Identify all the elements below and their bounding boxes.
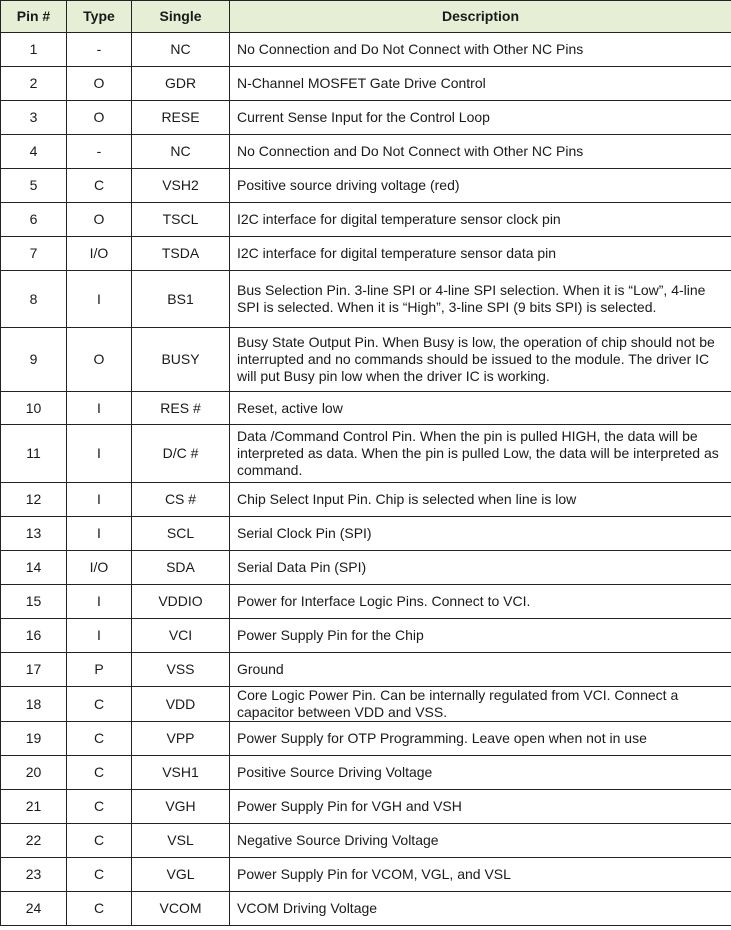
cell-single: GDR	[132, 67, 230, 101]
cell-single: TSDA	[132, 237, 230, 271]
cell-single: RESE	[132, 101, 230, 135]
cell-description: Serial Data Pin (SPI)	[230, 551, 731, 585]
cell-type: O	[67, 101, 132, 135]
cell-type: I	[67, 425, 132, 483]
cell-type: I/O	[67, 551, 132, 585]
cell-description: No Connection and Do Not Connect with Other NC Pins	[230, 135, 731, 169]
table-row	[1, 67, 731, 101]
table-header	[1, 1, 731, 33]
cell-single: VCI	[132, 619, 230, 653]
cell-single: VSS	[132, 653, 230, 687]
cell-single: VSH2	[132, 169, 230, 203]
table-row	[1, 483, 731, 517]
cell-pin: 7	[1, 237, 67, 271]
cell-description: Power Supply Pin for VGH and VSH	[230, 790, 731, 824]
cell-type: I	[67, 517, 132, 551]
cell-type: I/O	[67, 237, 132, 271]
cell-type: P	[67, 653, 132, 687]
table-row	[1, 169, 731, 203]
cell-single: TSCL	[132, 203, 230, 237]
cell-description: Chip Select Input Pin. Chip is selected when line is low	[230, 483, 731, 517]
cell-description: VCOM Driving Voltage	[230, 892, 731, 926]
table-row	[1, 425, 731, 483]
cell-single: D/C #	[132, 425, 230, 483]
cell-pin: 13	[1, 517, 67, 551]
cell-pin: 6	[1, 203, 67, 237]
cell-pin: 2	[1, 67, 67, 101]
cell-type: C	[67, 722, 132, 756]
table-row	[1, 328, 731, 392]
cell-type: O	[67, 328, 132, 392]
cell-type: C	[67, 892, 132, 926]
cell-description: Power Supply Pin for VCOM, VGL, and VSL	[230, 858, 731, 892]
table-row	[1, 101, 731, 135]
table-row	[1, 619, 731, 653]
cell-description: Power for Interface Logic Pins. Connect to VCI.	[230, 585, 731, 619]
cell-pin: 22	[1, 824, 67, 858]
cell-single: NC	[132, 135, 230, 169]
cell-type: C	[67, 858, 132, 892]
cell-single: SDA	[132, 551, 230, 585]
cell-type: C	[67, 790, 132, 824]
cell-single: CS #	[132, 483, 230, 517]
cell-pin: 20	[1, 756, 67, 790]
table-row	[1, 858, 731, 892]
cell-description: Current Sense Input for the Control Loop	[230, 101, 731, 135]
cell-type: C	[67, 756, 132, 790]
cell-type: -	[67, 33, 132, 67]
cell-description: Busy State Output Pin. When Busy is low, the operation of chip should not be interrupted and no commands should be issued to the module. The driver IC will put Busy pin low when the driver IC is working.	[230, 328, 731, 392]
cell-type: C	[67, 824, 132, 858]
cell-pin: 21	[1, 790, 67, 824]
table-row	[1, 33, 731, 67]
table-row	[1, 892, 731, 926]
table-row	[1, 237, 731, 271]
cell-pin: 24	[1, 892, 67, 926]
cell-description: Negative Source Driving Voltage	[230, 824, 731, 858]
cell-description: Serial Clock Pin (SPI)	[230, 517, 731, 551]
cell-pin: 17	[1, 653, 67, 687]
cell-single: BUSY	[132, 328, 230, 392]
table-row	[1, 585, 731, 619]
cell-type: I	[67, 619, 132, 653]
cell-type: I	[67, 271, 132, 328]
cell-description: N-Channel MOSFET Gate Drive Control	[230, 67, 731, 101]
cell-pin: 18	[1, 687, 67, 722]
cell-single: BS1	[132, 271, 230, 328]
table-row	[1, 722, 731, 756]
cell-pin: 15	[1, 585, 67, 619]
cell-pin: 23	[1, 858, 67, 892]
cell-description: Reset, active low	[230, 392, 731, 425]
table-row	[1, 271, 731, 328]
cell-type: O	[67, 203, 132, 237]
cell-type: O	[67, 67, 132, 101]
cell-type: C	[67, 687, 132, 722]
cell-pin: 3	[1, 101, 67, 135]
cell-type: C	[67, 169, 132, 203]
cell-single: VDDIO	[132, 585, 230, 619]
cell-description: I2C interface for digital temperature sensor data pin	[230, 237, 731, 271]
cell-pin: 1	[1, 33, 67, 67]
cell-type: -	[67, 135, 132, 169]
cell-description: Positive source driving voltage (red)	[230, 169, 731, 203]
cell-description: Ground	[230, 653, 731, 687]
cell-single: NC	[132, 33, 230, 67]
cell-single: VSH1	[132, 756, 230, 790]
cell-pin: 16	[1, 619, 67, 653]
header-description: Description	[230, 1, 731, 33]
cell-description: Bus Selection Pin. 3-line SPI or 4-line SPI selection. When it is “Low”, 4-line SPI is selected. When it is “High”, 3-line SPI (9 bits SPI) is selected.	[230, 271, 731, 328]
table-row	[1, 756, 731, 790]
cell-description: Power Supply for OTP Programming. Leave open when not in use	[230, 722, 731, 756]
cell-single: VDD	[132, 687, 230, 722]
header-single: Single	[132, 1, 230, 33]
cell-single: VSL	[132, 824, 230, 858]
cell-description: No Connection and Do Not Connect with Other NC Pins	[230, 33, 731, 67]
cell-description: I2C interface for digital temperature sensor clock pin	[230, 203, 731, 237]
table-row	[1, 517, 731, 551]
table-body	[1, 33, 731, 926]
header-pin: Pin #	[1, 1, 67, 33]
table-row	[1, 687, 731, 722]
cell-description: Positive Source Driving Voltage	[230, 756, 731, 790]
table-row	[1, 824, 731, 858]
cell-pin: 9	[1, 328, 67, 392]
cell-pin: 5	[1, 169, 67, 203]
cell-pin: 19	[1, 722, 67, 756]
cell-single: VGH	[132, 790, 230, 824]
cell-description: Power Supply Pin for the Chip	[230, 619, 731, 653]
table-row	[1, 551, 731, 585]
cell-description: Data /Command Control Pin. When the pin is pulled HIGH, the data will be interpreted as data. When the pin is pulled Low, the data will be interpreted as command.	[230, 425, 731, 483]
cell-pin: 12	[1, 483, 67, 517]
cell-single: VCOM	[132, 892, 230, 926]
cell-pin: 8	[1, 271, 67, 328]
cell-single: SCL	[132, 517, 230, 551]
header-row	[1, 1, 731, 33]
cell-pin: 14	[1, 551, 67, 585]
header-type: Type	[67, 1, 132, 33]
cell-type: I	[67, 392, 132, 425]
table-row	[1, 203, 731, 237]
cell-single: RES #	[132, 392, 230, 425]
cell-type: I	[67, 483, 132, 517]
table-row	[1, 653, 731, 687]
table-row	[1, 135, 731, 169]
cell-pin: 4	[1, 135, 67, 169]
table-row	[1, 790, 731, 824]
cell-pin: 11	[1, 425, 67, 483]
table-row	[1, 392, 731, 425]
cell-single: VGL	[132, 858, 230, 892]
cell-pin: 10	[1, 392, 67, 425]
cell-description: Core Logic Power Pin. Can be internally regulated from VCI. Connect a capacitor between VDD and VSS.	[230, 687, 731, 722]
cell-single: VPP	[132, 722, 230, 756]
cell-type: I	[67, 585, 132, 619]
